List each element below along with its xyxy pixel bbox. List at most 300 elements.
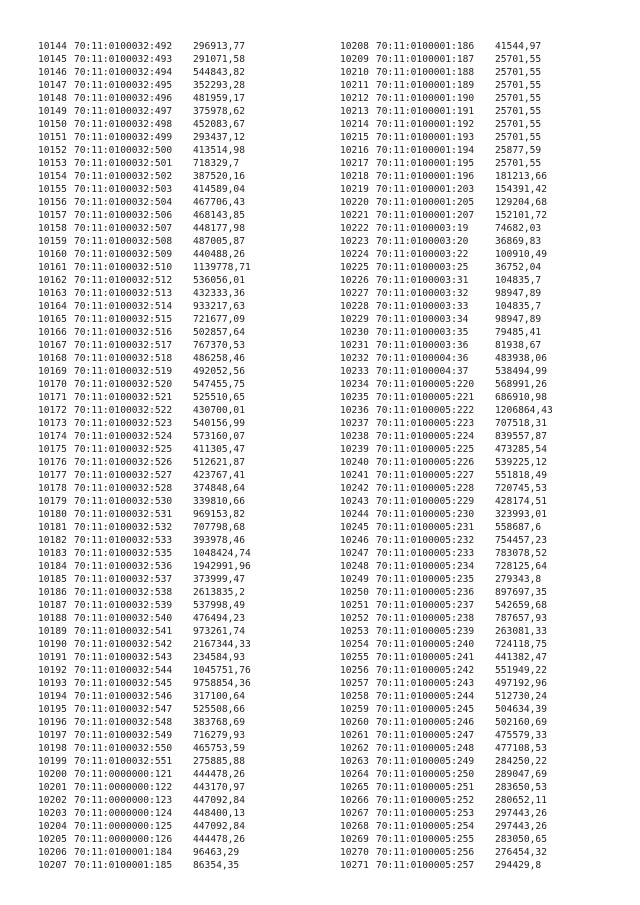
cadastral-number: 70:11:0100032:502 <box>74 171 173 182</box>
ledger-row <box>38 40 251 53</box>
ledger-row <box>340 482 553 495</box>
row-number: 10194 <box>38 691 67 702</box>
ledger-row <box>340 547 553 560</box>
cadastral-number: 70:11:0100005:225 <box>376 444 475 455</box>
amount-value: 284250,22 <box>495 756 547 767</box>
amount-value: 497192,96 <box>495 678 547 689</box>
cadastral-number: 70:11:0000000:125 <box>74 821 173 832</box>
cadastral-number: 70:11:0100005:222 <box>376 405 475 416</box>
amount-value: 1045751,76 <box>193 665 251 676</box>
amount-value: 9758854,36 <box>193 678 251 689</box>
amount-value: 276454,32 <box>495 847 547 858</box>
ledger-row <box>340 183 553 196</box>
amount-value: 444478,26 <box>193 769 245 780</box>
cadastral-number: 70:11:0100005:229 <box>376 496 475 507</box>
cadastral-number: 70:11:0100005:246 <box>376 717 475 728</box>
cadastral-number: 70:11:0100003:32 <box>376 288 469 299</box>
amount-value: 783078,52 <box>495 548 547 559</box>
row-number: 10210 <box>340 67 369 78</box>
cadastral-number: 70:11:0100005:220 <box>376 379 475 390</box>
ledger-row <box>38 781 251 794</box>
ledger-row <box>38 66 251 79</box>
cadastral-number: 70:11:0100005:243 <box>376 678 475 689</box>
amount-value: 716279,93 <box>193 730 245 741</box>
row-number: 10237 <box>340 418 369 429</box>
cadastral-number: 70:11:0100032:514 <box>74 301 173 312</box>
cadastral-number: 70:11:0100032:516 <box>74 327 173 338</box>
cadastral-number: 70:11:0100032:548 <box>74 717 173 728</box>
amount-value: 440488,26 <box>193 249 245 260</box>
row-number: 10249 <box>340 574 369 585</box>
ledger-row <box>340 144 553 157</box>
ledger-row <box>38 235 251 248</box>
row-number: 10244 <box>340 509 369 520</box>
ledger-row <box>38 573 251 586</box>
row-number: 10238 <box>340 431 369 442</box>
ledger-row <box>340 469 553 482</box>
ledger-row <box>340 40 553 53</box>
row-number: 10197 <box>38 730 67 741</box>
cadastral-number: 70:11:0100032:539 <box>74 600 173 611</box>
amount-value: 718329,7 <box>193 158 240 169</box>
amount-value: 475579,33 <box>495 730 547 741</box>
row-number: 10267 <box>340 808 369 819</box>
ledger-row <box>340 807 553 820</box>
row-number: 10207 <box>38 860 67 871</box>
amount-value: 323993,01 <box>495 509 547 520</box>
amount-value: 275885,88 <box>193 756 245 767</box>
ledger-row <box>340 859 553 872</box>
ledger-row <box>38 456 251 469</box>
ledger-column-left <box>38 40 251 872</box>
cadastral-number: 70:11:0100032:498 <box>74 119 173 130</box>
cadastral-number: 70:11:0100005:248 <box>376 743 475 754</box>
amount-value: 540156,99 <box>193 418 245 429</box>
cadastral-number: 70:11:0100005:244 <box>376 691 475 702</box>
amount-value: 728125,64 <box>495 561 547 572</box>
amount-value: 525508,66 <box>193 704 245 715</box>
cadastral-number: 70:11:0100005:247 <box>376 730 475 741</box>
amount-value: 263081,33 <box>495 626 547 637</box>
ledger-row <box>340 430 553 443</box>
cadastral-number: 70:11:0100005:256 <box>376 847 475 858</box>
amount-value: 568991,26 <box>495 379 547 390</box>
amount-value: 432333,36 <box>193 288 245 299</box>
cadastral-number: 70:11:0100005:240 <box>376 639 475 650</box>
ledger-row <box>340 196 553 209</box>
ledger-row <box>340 443 553 456</box>
row-number: 10246 <box>340 535 369 546</box>
amount-value: 283650,53 <box>495 782 547 793</box>
amount-value: 294429,8 <box>495 860 542 871</box>
ledger-row <box>38 300 251 313</box>
cadastral-number: 70:11:0100032:536 <box>74 561 173 572</box>
ledger-row <box>340 378 553 391</box>
amount-value: 291071,58 <box>193 54 245 65</box>
row-number: 10268 <box>340 821 369 832</box>
ledger-row <box>38 703 251 716</box>
cadastral-number: 70:11:0100032:506 <box>74 210 173 221</box>
amount-value: 25701,55 <box>495 93 542 104</box>
ledger-row <box>38 131 251 144</box>
row-number: 10146 <box>38 67 67 78</box>
cadastral-number: 70:11:0100005:224 <box>376 431 475 442</box>
cadastral-number: 70:11:0100001:193 <box>376 132 475 143</box>
row-number: 10180 <box>38 509 67 520</box>
cadastral-number: 70:11:0100005:233 <box>376 548 475 559</box>
ledger-row <box>38 859 251 872</box>
amount-value: 104835,7 <box>495 301 542 312</box>
ledger-row <box>340 560 553 573</box>
ledger-row <box>340 729 553 742</box>
cadastral-number: 70:11:0100001:203 <box>376 184 475 195</box>
row-number: 10230 <box>340 327 369 338</box>
amount-value: 1942991,96 <box>193 561 251 572</box>
amount-value: 297443,26 <box>495 808 547 819</box>
row-number: 10171 <box>38 392 67 403</box>
row-number: 10260 <box>340 717 369 728</box>
cadastral-number: 70:11:0100032:535 <box>74 548 173 559</box>
row-number: 10150 <box>38 119 67 130</box>
ledger-row <box>340 508 553 521</box>
ledger-row <box>340 768 553 781</box>
amount-value: 1206864,43 <box>495 405 553 416</box>
cadastral-number: 70:11:0100005:232 <box>376 535 475 546</box>
ledger-row <box>340 742 553 755</box>
cadastral-number: 70:11:0100005:257 <box>376 860 475 871</box>
amount-value: 551818,49 <box>495 470 547 481</box>
row-number: 10248 <box>340 561 369 572</box>
cadastral-number: 70:11:0100032:494 <box>74 67 173 78</box>
ledger-row <box>340 651 553 664</box>
ledger-row <box>340 131 553 144</box>
cadastral-number: 70:11:0100001:195 <box>376 158 475 169</box>
amount-value: 443170,97 <box>193 782 245 793</box>
cadastral-number: 70:11:0100032:551 <box>74 756 173 767</box>
row-number: 10206 <box>38 847 67 858</box>
amount-value: 36752,04 <box>495 262 542 273</box>
amount-value: 448177,98 <box>193 223 245 234</box>
row-number: 10203 <box>38 808 67 819</box>
amount-value: 969153,82 <box>193 509 245 520</box>
amount-value: 36869,83 <box>495 236 542 247</box>
cadastral-number: 70:11:0100005:230 <box>376 509 475 520</box>
row-number: 10242 <box>340 483 369 494</box>
ledger-row <box>38 599 251 612</box>
row-number: 10236 <box>340 405 369 416</box>
amount-value: 447092,84 <box>193 821 245 832</box>
amount-value: 525510,65 <box>193 392 245 403</box>
amount-value: 502857,64 <box>193 327 245 338</box>
row-number: 10202 <box>38 795 67 806</box>
cadastral-number: 70:11:0100032:530 <box>74 496 173 507</box>
amount-value: 430700,01 <box>193 405 245 416</box>
cadastral-number: 70:11:0100005:226 <box>376 457 475 468</box>
ledger-row <box>38 638 251 651</box>
row-number: 10188 <box>38 613 67 624</box>
ledger-row <box>38 79 251 92</box>
cadastral-number: 70:11:0100005:228 <box>376 483 475 494</box>
cadastral-number: 70:11:0000000:123 <box>74 795 173 806</box>
amount-value: 25701,55 <box>495 80 542 91</box>
ledger-row <box>340 573 553 586</box>
amount-value: 234584,93 <box>193 652 245 663</box>
cadastral-number: 70:11:0100005:234 <box>376 561 475 572</box>
row-number: 10170 <box>38 379 67 390</box>
row-number: 10213 <box>340 106 369 117</box>
cadastral-number: 70:11:0100001:189 <box>376 80 475 91</box>
row-number: 10215 <box>340 132 369 143</box>
row-number: 10149 <box>38 106 67 117</box>
ledger-row <box>38 612 251 625</box>
cadastral-number: 70:11:0000000:121 <box>74 769 173 780</box>
row-number: 10177 <box>38 470 67 481</box>
amount-value: 129204,68 <box>495 197 547 208</box>
cadastral-number: 70:11:0100003:19 <box>376 223 469 234</box>
amount-value: 707798,68 <box>193 522 245 533</box>
cadastral-number: 70:11:0000000:122 <box>74 782 173 793</box>
row-number: 10192 <box>38 665 67 676</box>
ledger-row <box>38 157 251 170</box>
row-number: 10226 <box>340 275 369 286</box>
ledger-row <box>38 53 251 66</box>
amount-value: 423767,41 <box>193 470 245 481</box>
row-number: 10250 <box>340 587 369 598</box>
row-number: 10241 <box>340 470 369 481</box>
cadastral-number: 70:11:0100001:207 <box>376 210 475 221</box>
ledger-row <box>38 222 251 235</box>
amount-value: 558687,6 <box>495 522 542 533</box>
row-number: 10261 <box>340 730 369 741</box>
ledger-row <box>340 105 553 118</box>
ledger-row <box>38 287 251 300</box>
row-number: 10190 <box>38 639 67 650</box>
ledger-row <box>38 794 251 807</box>
ledger-row <box>38 313 251 326</box>
amount-value: 81938,67 <box>495 340 542 351</box>
amount-value: 721677,09 <box>193 314 245 325</box>
ledger-row <box>38 469 251 482</box>
amount-value: 289047,69 <box>495 769 547 780</box>
row-number: 10195 <box>38 704 67 715</box>
row-number: 10247 <box>340 548 369 559</box>
row-number: 10228 <box>340 301 369 312</box>
ledger-row <box>340 66 553 79</box>
row-number: 10199 <box>38 756 67 767</box>
cadastral-number: 70:11:0100032:545 <box>74 678 173 689</box>
amount-value: 25877,59 <box>495 145 542 156</box>
row-number: 10160 <box>38 249 67 260</box>
row-number: 10265 <box>340 782 369 793</box>
ledger-row <box>38 92 251 105</box>
cadastral-number: 70:11:0100003:22 <box>376 249 469 260</box>
cadastral-number: 70:11:0100005:252 <box>376 795 475 806</box>
cadastral-number: 70:11:0100032:518 <box>74 353 173 364</box>
cadastral-number: 70:11:0100032:519 <box>74 366 173 377</box>
ledger-row <box>340 248 553 261</box>
cadastral-number: 70:11:0100032:537 <box>74 574 173 585</box>
ledger-row <box>340 352 553 365</box>
ledger-row <box>38 742 251 755</box>
ledger-row <box>38 443 251 456</box>
row-number: 10251 <box>340 600 369 611</box>
ledger-row <box>340 170 553 183</box>
row-number: 10256 <box>340 665 369 676</box>
cadastral-number: 70:11:0100032:501 <box>74 158 173 169</box>
cadastral-number: 70:11:0100001:192 <box>376 119 475 130</box>
cadastral-number: 70:11:0100005:241 <box>376 652 475 663</box>
ledger-row <box>38 326 251 339</box>
row-number: 10266 <box>340 795 369 806</box>
cadastral-number: 70:11:0100032:521 <box>74 392 173 403</box>
amount-value: 897697,35 <box>495 587 547 598</box>
row-number: 10245 <box>340 522 369 533</box>
amount-value: 1139778,71 <box>193 262 251 273</box>
amount-value: 447092,84 <box>193 795 245 806</box>
amount-value: 413514,98 <box>193 145 245 156</box>
cadastral-number: 70:11:0100032:495 <box>74 80 173 91</box>
row-number: 10178 <box>38 483 67 494</box>
row-number: 10183 <box>38 548 67 559</box>
cadastral-number: 70:11:0100032:504 <box>74 197 173 208</box>
ledger-row <box>38 508 251 521</box>
ledger-row <box>38 625 251 638</box>
cadastral-number: 70:11:0100004:37 <box>376 366 469 377</box>
row-number: 10214 <box>340 119 369 130</box>
amount-value: 444478,26 <box>193 834 245 845</box>
cadastral-number: 70:11:0100032:549 <box>74 730 173 741</box>
cadastral-number: 70:11:0100005:236 <box>376 587 475 598</box>
amount-value: 573160,07 <box>193 431 245 442</box>
amount-value: 452083,67 <box>193 119 245 130</box>
ledger-row <box>340 820 553 833</box>
row-number: 10255 <box>340 652 369 663</box>
cadastral-number: 70:11:0100032:531 <box>74 509 173 520</box>
row-number: 10218 <box>340 171 369 182</box>
ledger-row <box>340 222 553 235</box>
row-number: 10229 <box>340 314 369 325</box>
row-number: 10187 <box>38 600 67 611</box>
row-number: 10191 <box>38 652 67 663</box>
ledger-row <box>340 79 553 92</box>
amount-value: 86354,35 <box>193 860 240 871</box>
row-number: 10144 <box>38 41 67 52</box>
cadastral-number: 70:11:0100005:239 <box>376 626 475 637</box>
amount-value: 25701,55 <box>495 158 542 169</box>
row-number: 10148 <box>38 93 67 104</box>
ledger-row <box>340 716 553 729</box>
ledger-row <box>38 768 251 781</box>
amount-value: 279343,8 <box>495 574 542 585</box>
row-number: 10225 <box>340 262 369 273</box>
row-number: 10254 <box>340 639 369 650</box>
row-number: 10231 <box>340 340 369 351</box>
row-number: 10147 <box>38 80 67 91</box>
ledger-row <box>340 209 553 222</box>
row-number: 10186 <box>38 587 67 598</box>
cadastral-number: 70:11:0100032:493 <box>74 54 173 65</box>
ledger-row <box>340 638 553 651</box>
amount-value: 467706,43 <box>193 197 245 208</box>
ledger-row <box>38 391 251 404</box>
row-number: 10252 <box>340 613 369 624</box>
cadastral-number: 70:11:0100032:503 <box>74 184 173 195</box>
cadastral-number: 70:11:0100032:515 <box>74 314 173 325</box>
cadastral-number: 70:11:0100032:497 <box>74 106 173 117</box>
row-number: 10189 <box>38 626 67 637</box>
row-number: 10205 <box>38 834 67 845</box>
amount-value: 297443,26 <box>495 821 547 832</box>
row-number: 10151 <box>38 132 67 143</box>
amount-value: 25701,55 <box>495 119 542 130</box>
ledger-row <box>340 690 553 703</box>
amount-value: 477108,53 <box>495 743 547 754</box>
amount-value: 98947,89 <box>495 314 542 325</box>
cadastral-number: 70:11:0100032:528 <box>74 483 173 494</box>
amount-value: 476494,23 <box>193 613 245 624</box>
row-number: 10153 <box>38 158 67 169</box>
ledger-row <box>340 404 553 417</box>
ledger-row <box>340 599 553 612</box>
row-number: 10263 <box>340 756 369 767</box>
row-number: 10196 <box>38 717 67 728</box>
row-number: 10184 <box>38 561 67 572</box>
amount-value: 181213,66 <box>495 171 547 182</box>
cadastral-number: 70:11:0100005:237 <box>376 600 475 611</box>
ledger-row <box>38 430 251 443</box>
cadastral-number: 70:11:0100032:500 <box>74 145 173 156</box>
ledger-row <box>340 339 553 352</box>
ledger-row <box>38 755 251 768</box>
cadastral-number: 70:11:0100032:520 <box>74 379 173 390</box>
cadastral-number: 70:11:0100032:496 <box>74 93 173 104</box>
cadastral-number: 70:11:0100032:546 <box>74 691 173 702</box>
cadastral-number: 70:11:0100003:20 <box>376 236 469 247</box>
amount-value: 724118,75 <box>495 639 547 650</box>
cadastral-number: 70:11:0100032:541 <box>74 626 173 637</box>
row-number: 10182 <box>38 535 67 546</box>
cadastral-number: 70:11:0100032:540 <box>74 613 173 624</box>
ledger-row <box>38 261 251 274</box>
amount-value: 767370,53 <box>193 340 245 351</box>
row-number: 10259 <box>340 704 369 715</box>
cadastral-number: 70:11:0100001:185 <box>74 860 173 871</box>
cadastral-number: 70:11:0100032:542 <box>74 639 173 650</box>
amount-value: 504634,39 <box>495 704 547 715</box>
cadastral-number: 70:11:0100005:238 <box>376 613 475 624</box>
amount-value: 551949,22 <box>495 665 547 676</box>
ledger-row <box>340 53 553 66</box>
cadastral-number: 70:11:0100032:522 <box>74 405 173 416</box>
amount-value: 481959,17 <box>193 93 245 104</box>
row-number: 10222 <box>340 223 369 234</box>
cadastral-number: 70:11:0100032:527 <box>74 470 173 481</box>
amount-value: 104835,7 <box>495 275 542 286</box>
ledger-row <box>340 300 553 313</box>
amount-value: 74682,03 <box>495 223 542 234</box>
cadastral-number: 70:11:0100005:254 <box>376 821 475 832</box>
ledger-row <box>38 183 251 196</box>
amount-value: 25701,55 <box>495 106 542 117</box>
row-number: 10193 <box>38 678 67 689</box>
row-number: 10209 <box>340 54 369 65</box>
amount-value: 536056,01 <box>193 275 245 286</box>
cadastral-number: 70:11:0100032:509 <box>74 249 173 260</box>
ledger-row <box>38 547 251 560</box>
ledger-row <box>340 261 553 274</box>
ledger-row <box>38 729 251 742</box>
row-number: 10145 <box>38 54 67 65</box>
